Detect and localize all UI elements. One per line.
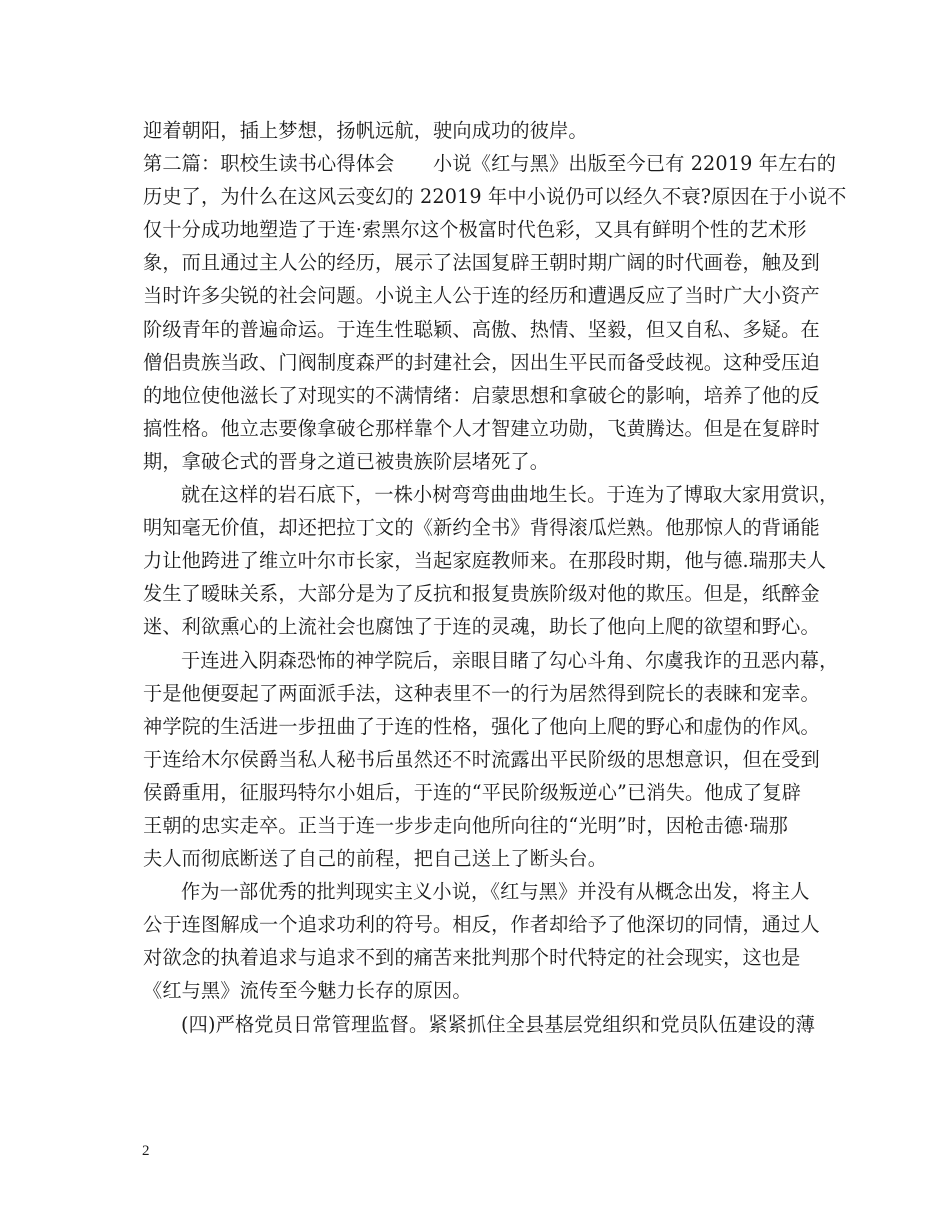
text-line: 《红与黑》流传至今魅力长存的原因。 <box>143 979 472 1003</box>
text-line: 第二篇：职校生读书心得体会 小说《红与黑》出版至今已有 22019 年左右的 <box>143 152 837 176</box>
text-line: 僧侣贵族当政、门阀制度森严的封建社会，因出生平民而备受歧视。这种受压迫 <box>143 350 820 374</box>
text-line: 历史了，为什么在这风云变幻的 22019 年中小说仍可以经久不衰?原因在于小说不 <box>143 185 847 209</box>
text-line: 作为一部优秀的批判现实主义小说，《红与黑》并没有从概念出发，将主人 <box>181 880 810 904</box>
text-line: 于连给木尔侯爵当私人秘书后虽然还不时流露出平民阶级的思想意识，但在受到 <box>143 747 820 771</box>
text-line: 期，拿破仑式的晋身之道已被贵族阶层堵死了。 <box>143 449 550 473</box>
body-text <box>143 114 847 1041</box>
text-line: 发生了暧昧关系，大部分是为了反抗和报复贵族阶级对他的欺压。但是，纸醉金 <box>143 582 820 606</box>
text-line: 于连进入阴森恐怖的神学院后，亲眼目睹了勾心斗角、尔虞我诈的丑恶内幕， <box>181 648 839 672</box>
text-line: 搞性格。他立志要像拿破仑那样靠个人才智建立功勋，飞黄腾达。但是在复辟时 <box>143 416 820 440</box>
text-line: 阶级青年的普遍命运。于连生性聪颖、高傲、热情、坚毅，但又自私、多疑。在 <box>143 317 820 341</box>
text-line: 夫人而彻底断送了自己的前程，把自己送上了断头台。 <box>143 847 608 871</box>
text-line: 仅十分成功地塑造了于连·索黑尔这个极富时代色彩，又具有鲜明个性的艺术形 <box>143 218 807 242</box>
text-line: 力让他跨进了维立叶尔市长家，当起家庭教师来。在那段时期，他与德.瑞那夫人 <box>143 549 827 573</box>
text-line: 神学院的生活进一步扭曲了于连的性格，强化了他向上爬的野心和虚伪的作风。 <box>143 714 820 738</box>
text-line: 于是他便耍起了两面派手法，这种表里不一的行为居然得到院长的表睐和宠幸。 <box>143 681 820 705</box>
text-line: (四)严格党员日常管理监督。紧紧抓住全县基层党组织和党员队伍建设的薄 <box>181 1012 816 1036</box>
text-line: 公于连图解成一个追求功利的符号。相反，作者却给予了他深切的同情，通过人 <box>143 913 820 937</box>
text-line: 迎着朝阳，插上梦想，扬帆远航，驶向成功的彼岸。 <box>143 119 588 142</box>
text-line: 象，而且通过主人公的经历，展示了法国复辟王朝时期广阔的时代画卷，触及到 <box>143 251 820 275</box>
text-line: 就在这样的岩石底下，一株小树弯弯曲曲地生长。于连为了博取大家用赏识， <box>181 483 839 507</box>
text-line: 侯爵重用，征服玛特尔小姐后，于连的“平民阶级叛逆心”已消失。他成了复辟 <box>143 780 802 804</box>
text-line: 当时许多尖锐的社会问题。小说主人公于连的经历和遭遇反应了当时广大小资产 <box>143 284 820 308</box>
text-line: 王朝的忠实走卒。正当于连一步步走向他所向往的“光明”时，因枪击德·瑞那 <box>143 813 788 837</box>
text-line: 明知毫无价值，却还把拉丁文的《新约全书》背得滚瓜烂熟。他那惊人的背诵能 <box>143 516 820 540</box>
text-line: 的地位使他滋长了对现实的不满情绪：启蒙思想和拿破仑的影响，培养了他的反 <box>143 383 820 407</box>
page-number: 2 <box>142 1143 150 1159</box>
text-line: 迷、利欲熏心的上流社会也腐蚀了于连的灵魂，助长了他向上爬的欲望和野心。 <box>143 615 820 639</box>
text-line: 对欲念的执着追求与追求不到的痛苦来批判那个时代特定的社会现实，这也是 <box>143 946 801 970</box>
